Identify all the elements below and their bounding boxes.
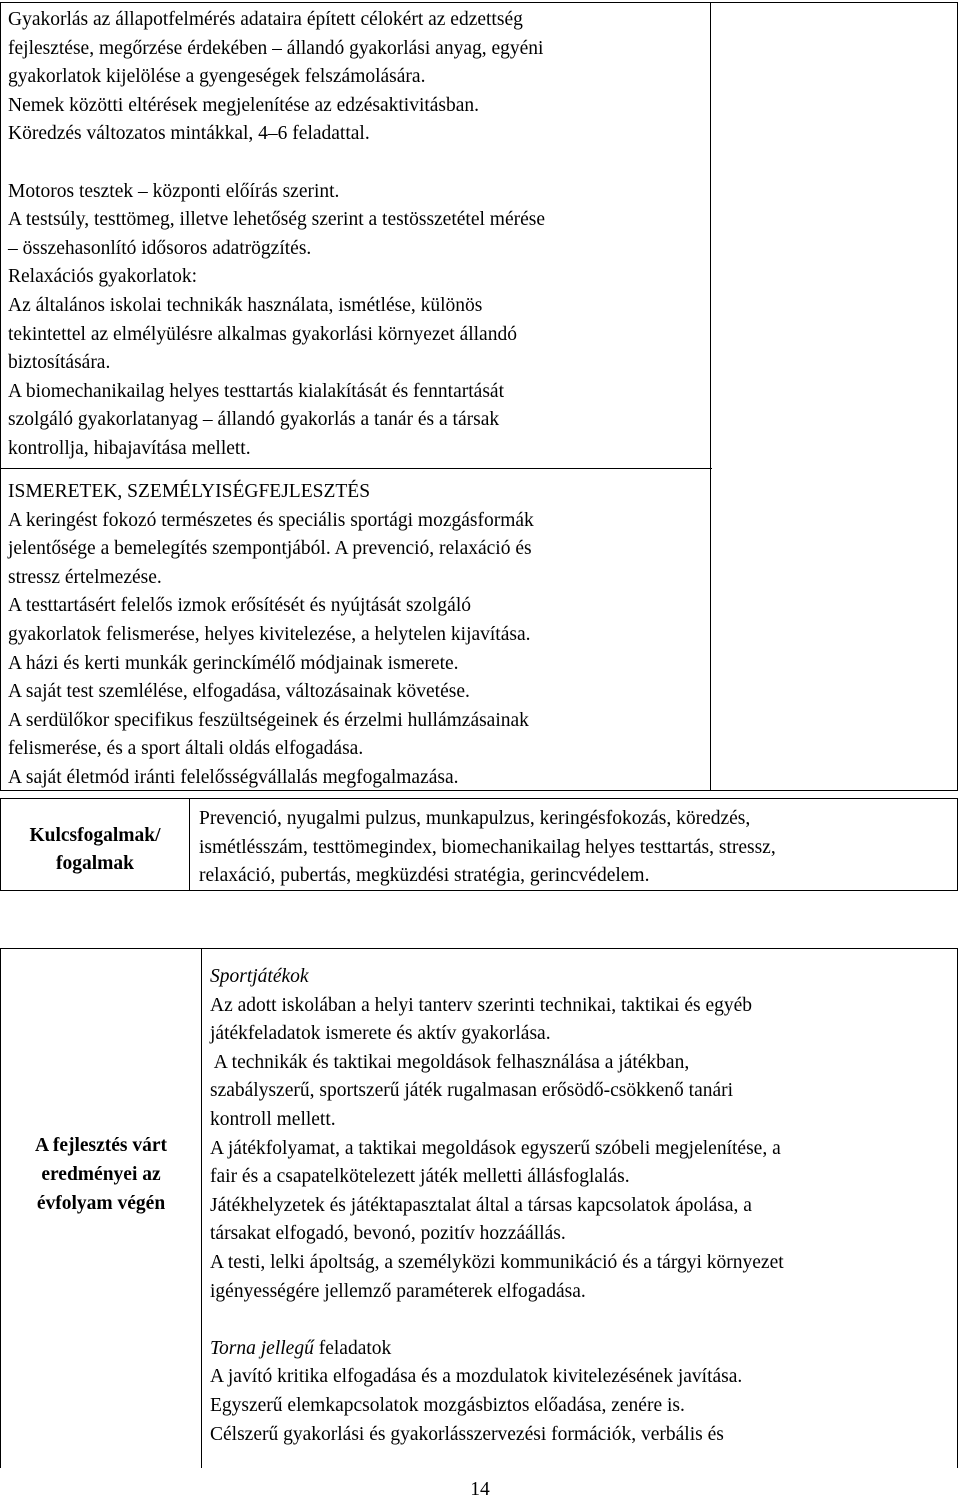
text-line: A keringést fokozó természetes és speciális sportági mozgásformák bbox=[8, 509, 534, 531]
key-concepts-label-cell bbox=[0, 798, 190, 891]
text-line: Az adott iskolában a helyi tanterv szerinti technikai, taktikai és egyéb bbox=[210, 994, 753, 1016]
text-line: Nemek közötti eltérések megjelenítése az edzésaktivitásban. bbox=[8, 94, 480, 116]
text-line: A saját test szemlélése, elfogadása, változásainak követése. bbox=[8, 681, 470, 703]
text-line: játékfeladatok ismerete és aktív gyakorlása. bbox=[210, 1023, 551, 1045]
text-line: társakat elfogadó, bevonó, pozitív hozzáállás. bbox=[210, 1223, 566, 1245]
text-line: gyakorlatok kijelölése a gyengeségek felszámolására. bbox=[8, 66, 426, 88]
key-concepts-label: Kulcsfogalmak/ fogalmak bbox=[29, 825, 161, 874]
text-line: biztosítására. bbox=[8, 352, 111, 374]
section-heading: ISMERETEK, SZEMÉLYISÉGFEJLESZTÉS bbox=[8, 481, 371, 502]
gymnastics-heading-italic: Torna jellegű bbox=[210, 1337, 314, 1359]
text-line: Gyakorlás az állapotfelmérés adataira épített célokért az edzettség bbox=[8, 9, 523, 30]
text-line: A játékfolyamat, a taktikai megoldások egyszerű szóbeli megjelenítése, a bbox=[210, 1137, 781, 1159]
text-line: Egyszerű elemkapcsolatok mozgásbiztos előadása, zenére is. bbox=[210, 1394, 685, 1416]
text-line: kontroll mellett. bbox=[210, 1108, 336, 1130]
sport-games-heading: Sportjátékok bbox=[210, 966, 309, 987]
text-line: Relaxációs gyakorlatok: bbox=[8, 266, 197, 288]
page-number: 14 bbox=[470, 1479, 490, 1500]
text-line: ismétlésszám, testtömegindex, biomechanikailag helyes testtartás, stressz, bbox=[199, 836, 776, 858]
empty-right-cell bbox=[710, 2, 958, 791]
text-line: Az általános iskolai technikák használata, ismétlése, különös bbox=[8, 294, 483, 316]
text-line: tekintettel az elmélyülésre alkalmas gyakorlási környezet állandó bbox=[8, 323, 517, 345]
text-line: fejlesztése, megőrzése érdekében – állandó gyakorlási anyag, egyéni bbox=[8, 37, 544, 59]
row-divider bbox=[1, 468, 712, 469]
text-line: – összehasonlító idősoros adatrögzítés. bbox=[8, 237, 312, 259]
text-line: Játékhelyzetek és játéktapasztalat által a társas kapcsolatok ápolása, a bbox=[210, 1194, 752, 1216]
text-line: kontrollja, hibajavítása mellett. bbox=[8, 437, 251, 459]
text-line: relaxáció, pubertás, megküzdési stratégia, gerincvédelem. bbox=[199, 865, 650, 887]
results-text bbox=[210, 963, 784, 1449]
key-concepts-content-cell bbox=[189, 798, 958, 891]
text-line: A testsúly, testtömeg, illetve lehetőség szerint a testösszetétel mérése bbox=[8, 209, 545, 231]
text-line: A saját életmód iránti felelősségvállalás megfogalmazása. bbox=[8, 766, 459, 788]
text-line: A serdülőkor specifikus feszültségeinek és érzelmi hullámzásainak bbox=[8, 709, 529, 731]
text-line: Prevenció, nyugalmi pulzus, munkapulzus, keringésfokozás, köredzés, bbox=[199, 808, 751, 829]
text-line: A javító kritika elfogadása és a mozdulatok kivitelezésének javítása. bbox=[210, 1366, 743, 1388]
blank-line bbox=[8, 149, 545, 178]
text-line: gyakorlatok felismerése, helyes kivitelezése, a helytelen kijavítása. bbox=[8, 623, 531, 645]
text-line: A technikák és taktikai megoldások felhasználása a játékban, bbox=[210, 1051, 690, 1073]
gymnastics-heading bbox=[210, 1335, 784, 1364]
text-line: A testtartásért felelős izmok erősítését és nyújtását szolgáló bbox=[8, 595, 471, 617]
text-line: szabályszerű, sportszerű játék rugalmasan erősödő-csökkenő tanári bbox=[210, 1080, 734, 1102]
knowledge-personality-text bbox=[8, 478, 534, 793]
text-line: stressz értelmezése. bbox=[8, 566, 162, 588]
results-label: A fejlesztés várt eredményei az évfolyam végén bbox=[34, 1135, 168, 1214]
text-line: Motoros tesztek – központi előírás szerint. bbox=[8, 180, 340, 202]
text-line: A testi, lelki ápoltság, a személyközi kommunikáció és a tárgyi környezet bbox=[210, 1251, 784, 1273]
text-line: fair és a csapatelkötelezett játék melletti állásfoglalás. bbox=[210, 1166, 630, 1188]
exercise-activities-text bbox=[8, 6, 545, 464]
text-line: szolgáló gyakorlatanyag – állandó gyakorlás a tanár és a társak bbox=[8, 409, 500, 431]
text-line: Köredzés változatos mintákkal, 4–6 feladattal. bbox=[8, 123, 370, 145]
gymnastics-heading-rest: feladatok bbox=[313, 1337, 392, 1359]
text-line: A biomechanikailag helyes testtartás kialakítását és fenntartását bbox=[8, 380, 504, 402]
key-concepts-text bbox=[199, 805, 776, 891]
results-content-cell bbox=[201, 948, 958, 1468]
text-line: felismerése, és a sport általi oldás elfogadása. bbox=[8, 738, 364, 760]
text-line: jelentősége a bemelegítés szempontjából. A prevenció, relaxáció és bbox=[8, 538, 532, 560]
blank-line bbox=[210, 1306, 784, 1335]
results-label-cell bbox=[0, 948, 202, 1468]
curriculum-content-cell bbox=[0, 2, 711, 791]
text-line: A házi és kerti munkák gerinckímélő módjainak ismerete. bbox=[8, 652, 459, 674]
text-line: Célszerű gyakorlási és gyakorlásszervezési formációk, verbális és bbox=[210, 1423, 724, 1445]
text-line: igényességére jellemző paraméterek elfogadása. bbox=[210, 1280, 586, 1302]
